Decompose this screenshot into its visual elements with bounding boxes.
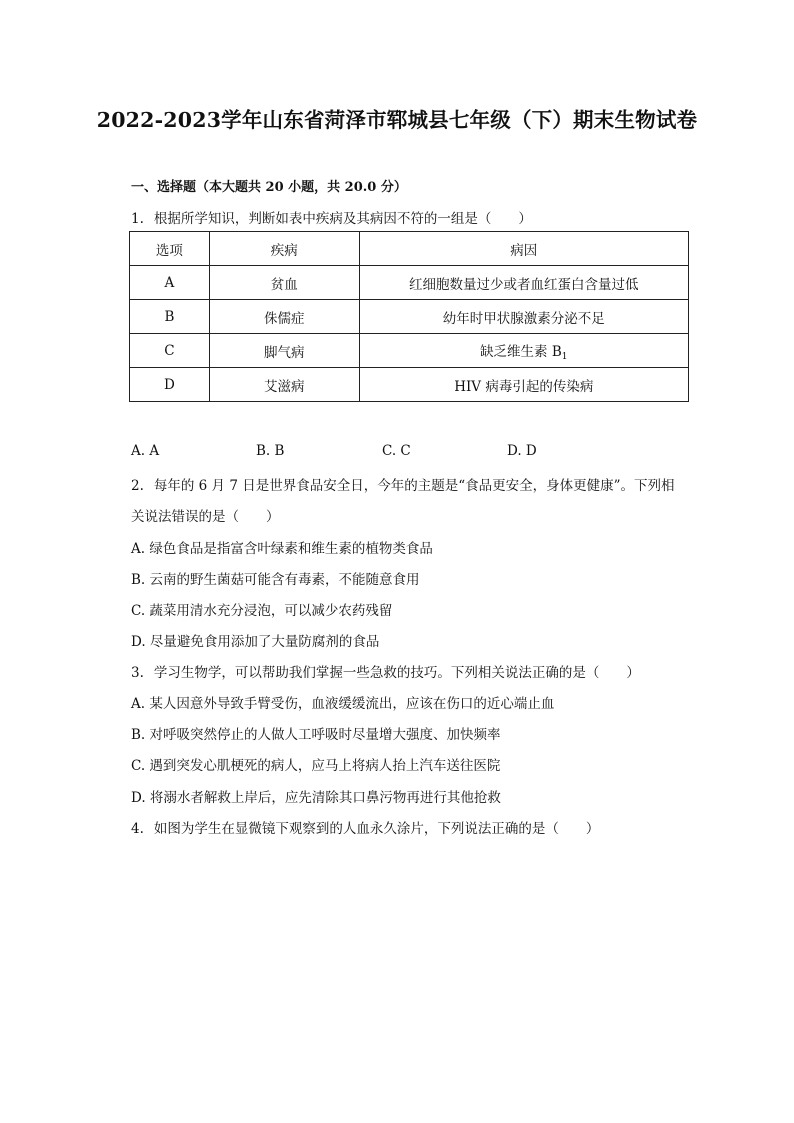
question-number: 2. [131, 478, 144, 494]
table-row [130, 334, 689, 368]
table-cell: 艾滋病 [209, 368, 359, 402]
table-cell: 贫血 [209, 266, 359, 300]
question-text: 如图为学生在显微镜下观察到的人血永久涂片，下列说法正确的是（ ） [153, 821, 600, 837]
question-number: 3. [131, 665, 144, 681]
table-cell: D [130, 368, 210, 402]
question-2 [131, 474, 675, 494]
disease-table [129, 231, 689, 402]
question-1-options [131, 443, 691, 463]
page-title: 2022-2023学年山东省菏泽市郓城县七年级（下）期末生物试卷 [96, 108, 698, 132]
question-text: 根据所学知识，判断如表中疾病及其病因不符的一组是（ ） [153, 211, 532, 227]
table-cell: C [130, 334, 210, 368]
option-b[interactable]: B. B [256, 443, 285, 459]
question-number: 4. [131, 821, 144, 837]
question-number: 1. [131, 211, 144, 227]
table-row [130, 266, 689, 300]
section-heading: 一、选择题（本大题共 20 小题，共 20.0 分） [131, 180, 407, 195]
option-c[interactable]: C. 蔬菜用清水充分浸泡，可以减少农药残留 [131, 603, 393, 619]
option-c[interactable]: C. C [382, 443, 411, 459]
option-c[interactable]: C. 遇到突发心肌梗死的病人，应马上将病人抬上汽车送往医院 [131, 758, 501, 774]
table-cell: 红细胞数量过少或者血红蛋白含量过低 [359, 266, 688, 300]
option-b[interactable]: B. 对呼吸突然停止的人做人工呼吸时尽量增大强度、加快频率 [131, 727, 501, 743]
table-cell [359, 334, 688, 368]
table-row [130, 300, 689, 334]
table-cell: A [130, 266, 210, 300]
option-b[interactable]: B. 云南的野生菌菇可能含有毒素，不能随意食用 [131, 572, 420, 588]
question-2-continued: 关说法错误的是（ ） [131, 509, 280, 525]
option-a[interactable]: A. 绿色食品是指富含叶绿素和维生素的植物类食品 [131, 541, 433, 557]
question-text: 每年的 6 月 7 日是世界食品安全日，今年的主题是“食品更安全，身体更健康”。下列相 [153, 478, 675, 494]
table-header: 选项 [130, 232, 210, 266]
option-a[interactable]: A. A [131, 443, 160, 459]
table-row [130, 368, 689, 402]
option-d[interactable]: D. 将溺水者解救上岸后，应先清除其口鼻污物再进行其他抢救 [131, 790, 501, 806]
subscript: 1 [561, 351, 568, 362]
table-header: 病因 [359, 232, 688, 266]
cell-text: 缺乏维生素 B [480, 343, 562, 360]
table-header: 疾病 [209, 232, 359, 266]
table-header-row [130, 232, 689, 266]
question-3 [131, 661, 640, 681]
table-cell: B [130, 300, 210, 334]
option-a[interactable]: A. 某人因意外导致手臂受伤，血液缓缓流出，应该在伤口的近心端止血 [131, 696, 555, 712]
option-d[interactable]: D. D [507, 443, 537, 459]
table-cell: 脚气病 [209, 334, 359, 368]
question-text: 学习生物学，可以帮助我们掌握一些急救的技巧。下列相关说法正确的是（ ） [153, 665, 640, 681]
question-4 [131, 817, 599, 837]
option-d[interactable]: D. 尽量避免食用添加了大量防腐剂的食品 [131, 634, 380, 650]
table-cell: HIV 病毒引起的传染病 [359, 368, 688, 402]
question-1 [131, 207, 532, 227]
table-cell: 幼年时甲状腺激素分泌不足 [359, 300, 688, 334]
table-cell: 侏儒症 [209, 300, 359, 334]
